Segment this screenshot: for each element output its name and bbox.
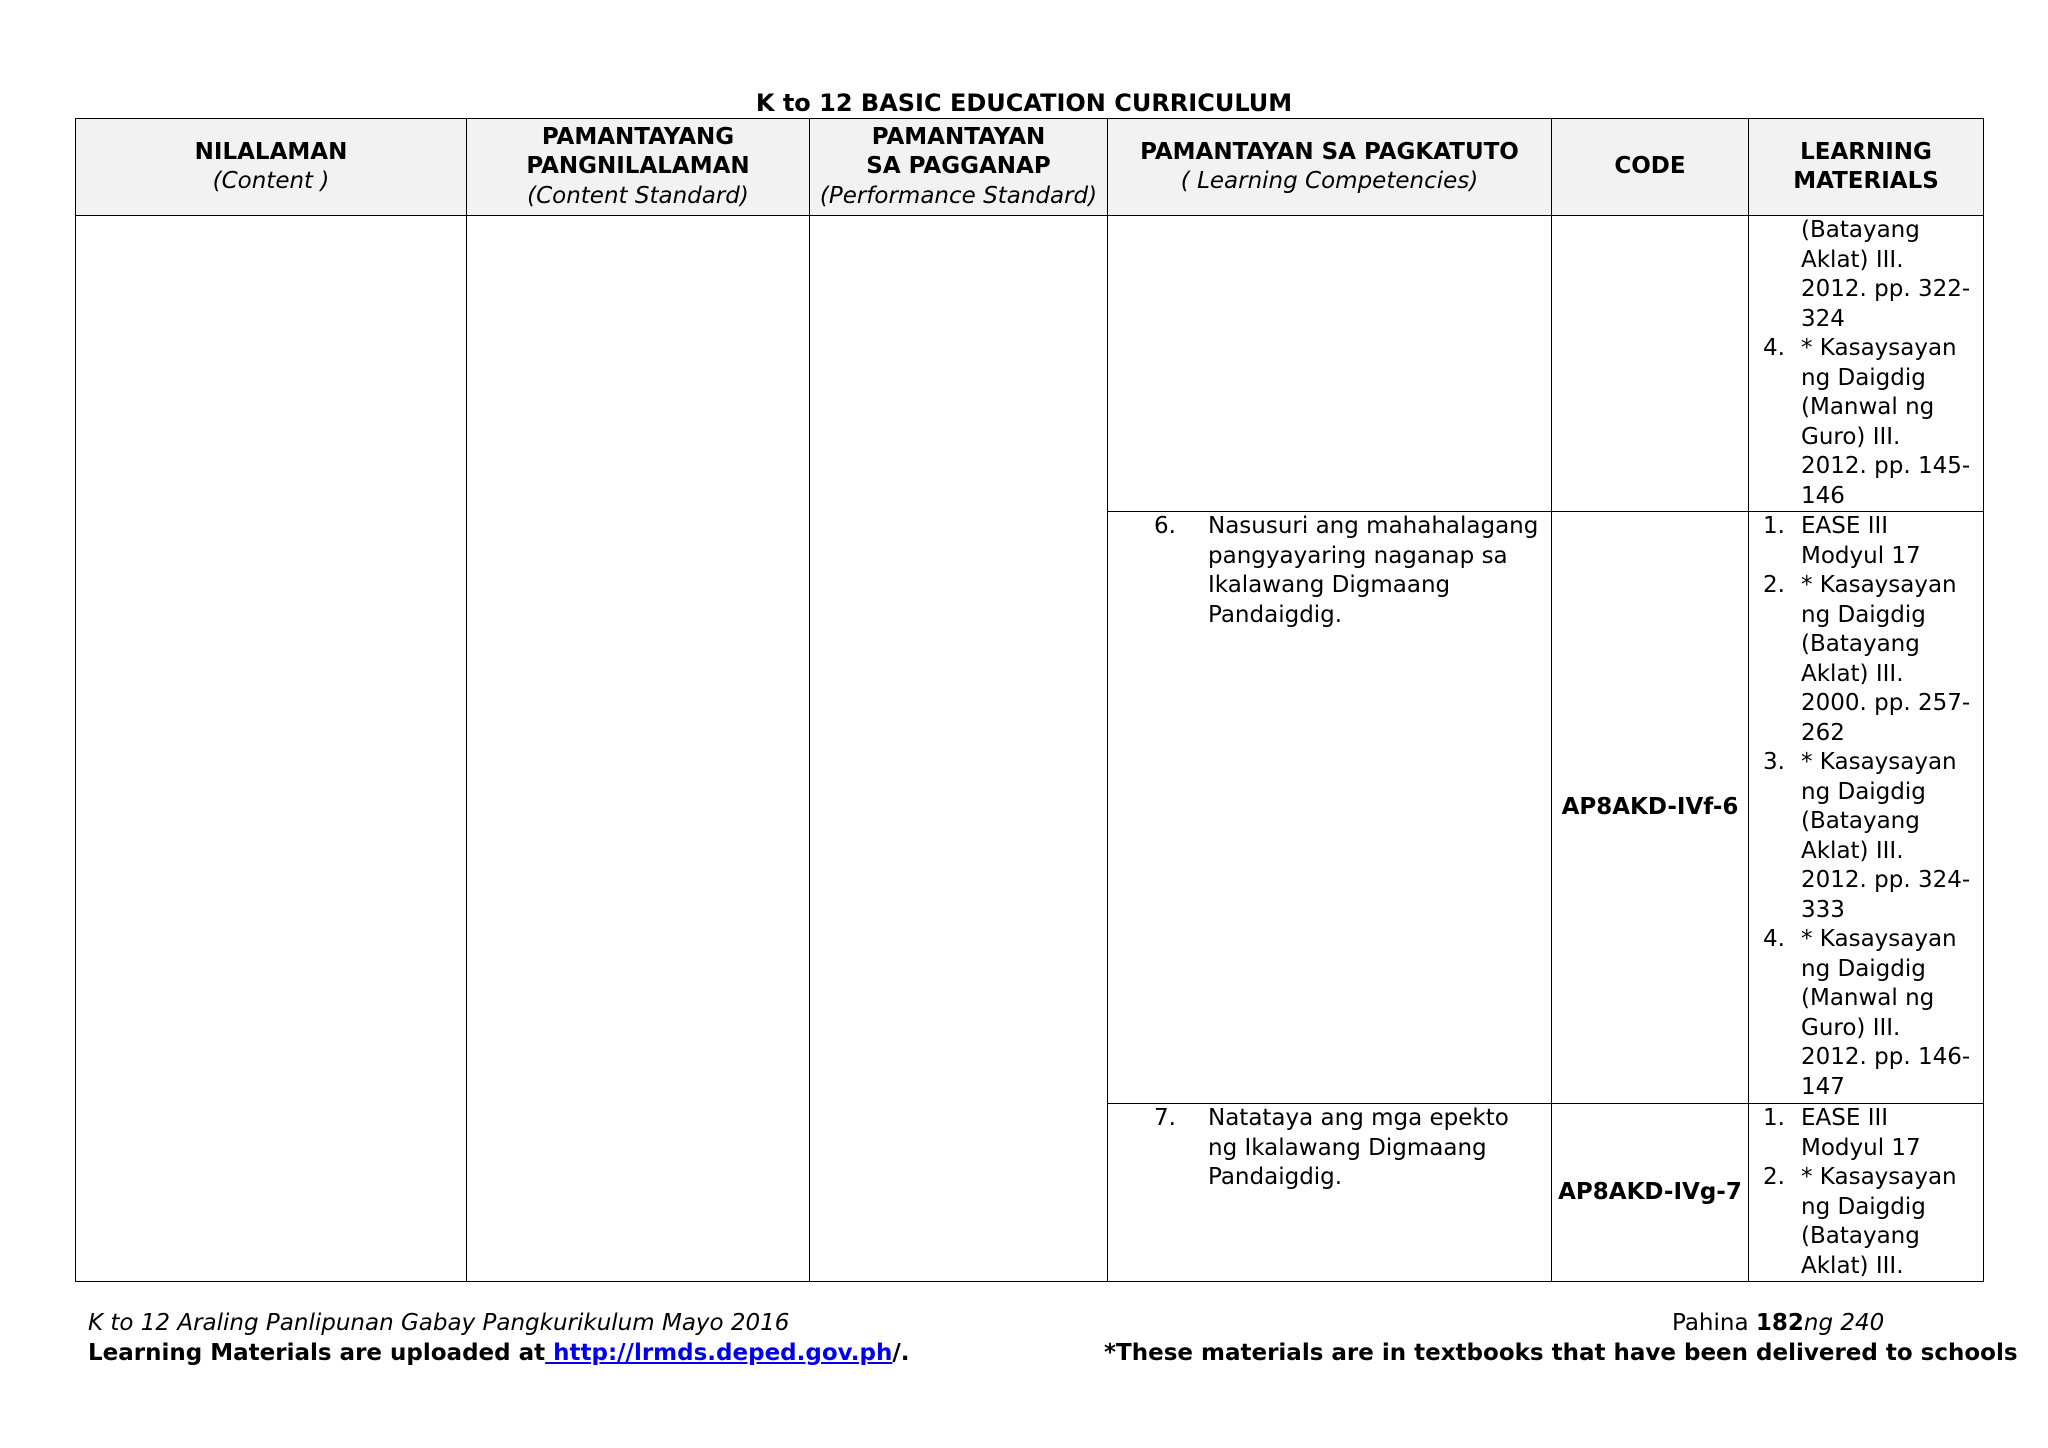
header-content-standard: PAMANTAYANG PANGNILALAMAN (Content Standard) (467, 119, 810, 216)
content-standard-cell (467, 216, 810, 1282)
list-item: 2. * Kasaysayan ng Daigdig (Batayang Aklat) III. (1763, 1164, 1957, 1279)
header-code: CODE (1552, 119, 1749, 216)
table-row (76, 216, 1984, 512)
list-item: 1. EASE III Modyul 17 (1763, 1105, 1921, 1161)
competency-number: 6. (1154, 513, 1176, 539)
header-performance-standard: PAMANTAYAN SA PAGGANAP (Performance Standard) (810, 119, 1108, 216)
header-content: NILALAMAN (Content ) (76, 119, 467, 216)
competency-number: 7. (1154, 1105, 1176, 1131)
list-item: 3. * Kasaysayan ng Daigdig (Batayang Aklat) III. 2012. pp. 324-333 (1763, 749, 1971, 923)
materials-cell (1749, 512, 1984, 1104)
competency-code: AP8AKD-IVg-7 (1558, 1178, 1742, 1205)
materials-cell (1749, 216, 1984, 512)
header-learning-competencies: PAMANTAYAN SA PAGKATUTO ( Learning Competencies) (1108, 119, 1552, 216)
header-learning-materials: LEARNING MATERIALS (1749, 119, 1984, 216)
competency-code: AP8AKD-IVf-6 (1561, 793, 1739, 820)
materials-continuation: (Batayang Aklat) III. 2012. pp. 322-324 (1801, 217, 1971, 332)
performance-standard-cell (810, 216, 1108, 1282)
competency-text: Nasusuri ang mahahalagang pangyayaring naganap sa Ikalawang Digmaang Pandaigdig. (1208, 513, 1539, 628)
code-cell (1552, 216, 1749, 512)
content-cell (76, 216, 467, 1282)
list-item: 2. * Kasaysayan ng Daigdig (Batayang Aklat) III. 2000. pp. 257-262 (1763, 572, 1971, 746)
materials-list (1749, 334, 1983, 511)
table-header-row (76, 119, 1984, 216)
curriculum-table (75, 118, 1984, 1282)
code-cell (1552, 1104, 1749, 1282)
list-item: 4. * Kasaysayan ng Daigdig (Manwal ng Guro) III. 2012. pp. 146-147 (1763, 926, 1971, 1100)
footer-upload-note: Learning Materials are uploaded at http://lrmds.deped.gov.ph/. (88, 1340, 910, 1366)
list-item: 1. EASE III Modyul 17 (1763, 513, 1921, 569)
materials-list (1749, 1104, 1983, 1281)
competency-cell (1108, 512, 1552, 1104)
materials-list (1749, 512, 1983, 1102)
footer-guide-title: K to 12 Araling Panlipunan Gabay Pangkurikulum Mayo 2016 (88, 1310, 790, 1336)
competency-cell (1108, 1104, 1552, 1282)
competency-cell (1108, 216, 1552, 512)
document-title: K to 12 BASIC EDUCATION CURRICULUM (755, 89, 1293, 117)
footer-textbook-note: *These materials are in textbooks that have been delivered to schools (1104, 1340, 2018, 1366)
code-cell (1552, 512, 1749, 1104)
competency-text: Natataya ang mga epekto ng Ikalawang Digmaang Pandaigdig. (1208, 1105, 1509, 1190)
lrmds-link[interactable]: http://lrmds.deped.gov.ph (545, 1340, 893, 1366)
list-item: 4. * Kasaysayan ng Daigdig (Manwal ng Guro) III. 2012. pp. 145-146 (1763, 335, 1971, 509)
materials-cell (1749, 1104, 1984, 1282)
page-number: Pahina 182ng 240 (1672, 1310, 1885, 1336)
